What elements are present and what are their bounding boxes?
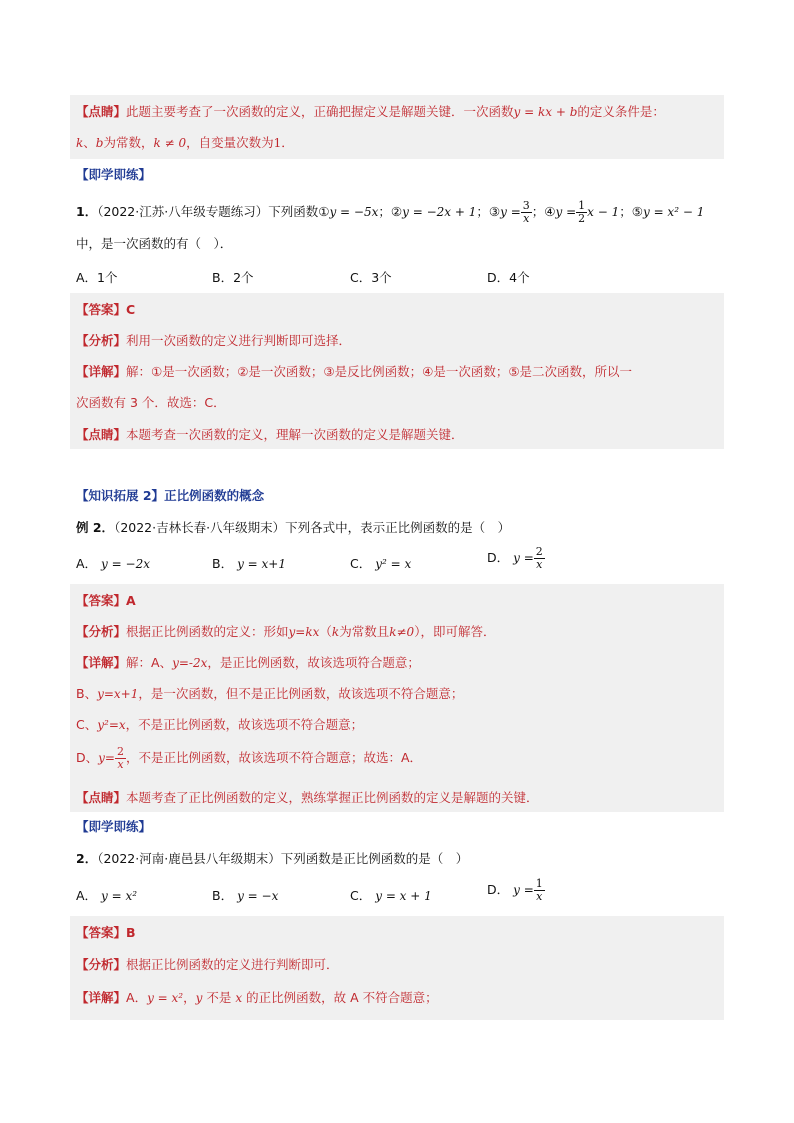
question-1-line-2: 中，是一次函数的有（ ）． (76, 236, 233, 251)
q1-option-d: D．4个 (487, 270, 530, 285)
extension-heading-2: 【知识拓展 2】正比例函数的概念 (76, 488, 265, 503)
ex2-option-a: A． y = −2x (76, 556, 150, 571)
point-line-1: 【点睛】此题主要考查了一次函数的定义，正确把握定义是解题关键．一次函数y = kx + b的定义条件是： (76, 104, 665, 119)
q1-detail-line-1: 【详解】解：①是一次函数；②是一次函数；③是反比例函数；④是一次函数；⑤是二次函数，所以一 (76, 364, 633, 379)
q1-detail-line-2: 次函数有 3 个．故选：C． (76, 395, 226, 410)
q2-option-b: B． y = −x (212, 888, 279, 903)
question-2-stem: 2．（2022·河南·鹿邑县八年级期末）下列函数是正比例函数的是（ ） (76, 851, 469, 866)
q1-option-a: A．1个 (76, 270, 118, 285)
ex2-option-d: D． y = $\frac{2}{x}$ (487, 545, 543, 571)
point-tag: 【点睛】 (76, 104, 127, 119)
ex2-answer: 【答案】A (76, 593, 136, 608)
practice-heading-1: 【即学即练】 (76, 167, 152, 182)
ex2-option-b: B． y = x+1 (212, 556, 286, 571)
fraction-3-over-x: $\frac{3}{x}$ (522, 199, 530, 225)
example-2-stem: 例 2．（2022·吉林长春·八年级期末）下列各式中，表示正比例函数的是（ ） (76, 520, 511, 535)
q2-detail: 【详解】A．y = x²，y 不是 x 的正比例函数，故 A 不符合题意； (76, 990, 438, 1005)
q2-analysis: 【分析】根据正比例函数的定义进行判断即可． (76, 957, 339, 972)
q1-option-c: C．3个 (350, 270, 392, 285)
q1-point: 【点睛】本题考查一次函数的定义，理解一次函数的定义是解题关键． (76, 427, 464, 442)
ex2-detail-b: B、y=x+1，是一次函数，但不是正比例函数，故该选项不符合题意； (76, 686, 464, 701)
ex2-point: 【点睛】本题考查了正比例函数的定义，熟练掌握正比例函数的定义是解题的关键． (76, 790, 539, 805)
ex2-detail-a: 【详解】解：A、y=-2x，是正比例函数，故该选项符合题意； (76, 655, 420, 670)
ex2-analysis: 【分析】根据正比例函数的定义：形如y=kx（k为常数且k≠0），即可解答． (76, 624, 496, 639)
point-line-2: k、b为常数，k ≠ 0，自变量次数为1． (76, 135, 294, 150)
q2-answer: 【答案】B (76, 925, 136, 940)
practice-heading-2: 【即学即练】 (76, 819, 152, 834)
q1-answer: 【答案】C (76, 302, 136, 317)
q2-option-a: A． y = x² (76, 888, 138, 903)
q2-option-c: C． y = x + 1 (350, 888, 432, 903)
q1-option-b: B．2个 (212, 270, 254, 285)
q2-option-d: D． y = $\frac{1}{x}$ (487, 877, 543, 903)
ex2-option-c: C． y² = x (350, 556, 412, 571)
q1-analysis: 【分析】利用一次函数的定义进行判断即可选择． (76, 333, 352, 348)
ex2-detail-d: D、y= $\frac{2}{x}$ ，不是正比例函数，故该选项不符合题意；故选：A． (76, 745, 423, 771)
fraction-1-over-2: $\frac{1}{2}$ (578, 199, 586, 225)
question-1-line-1: 1．（2022·江苏·八年级专题练习）下列函数①y = −5x；②y = −2x + 1；③y = $\frac{3}{x}$ ；④y = $\frac{1}{2}$ x − 1；⑤y = x² − 1 (76, 199, 705, 225)
ex2-detail-c: C、y²=x，不是正比例函数，故该选项不符合题意； (76, 717, 364, 732)
